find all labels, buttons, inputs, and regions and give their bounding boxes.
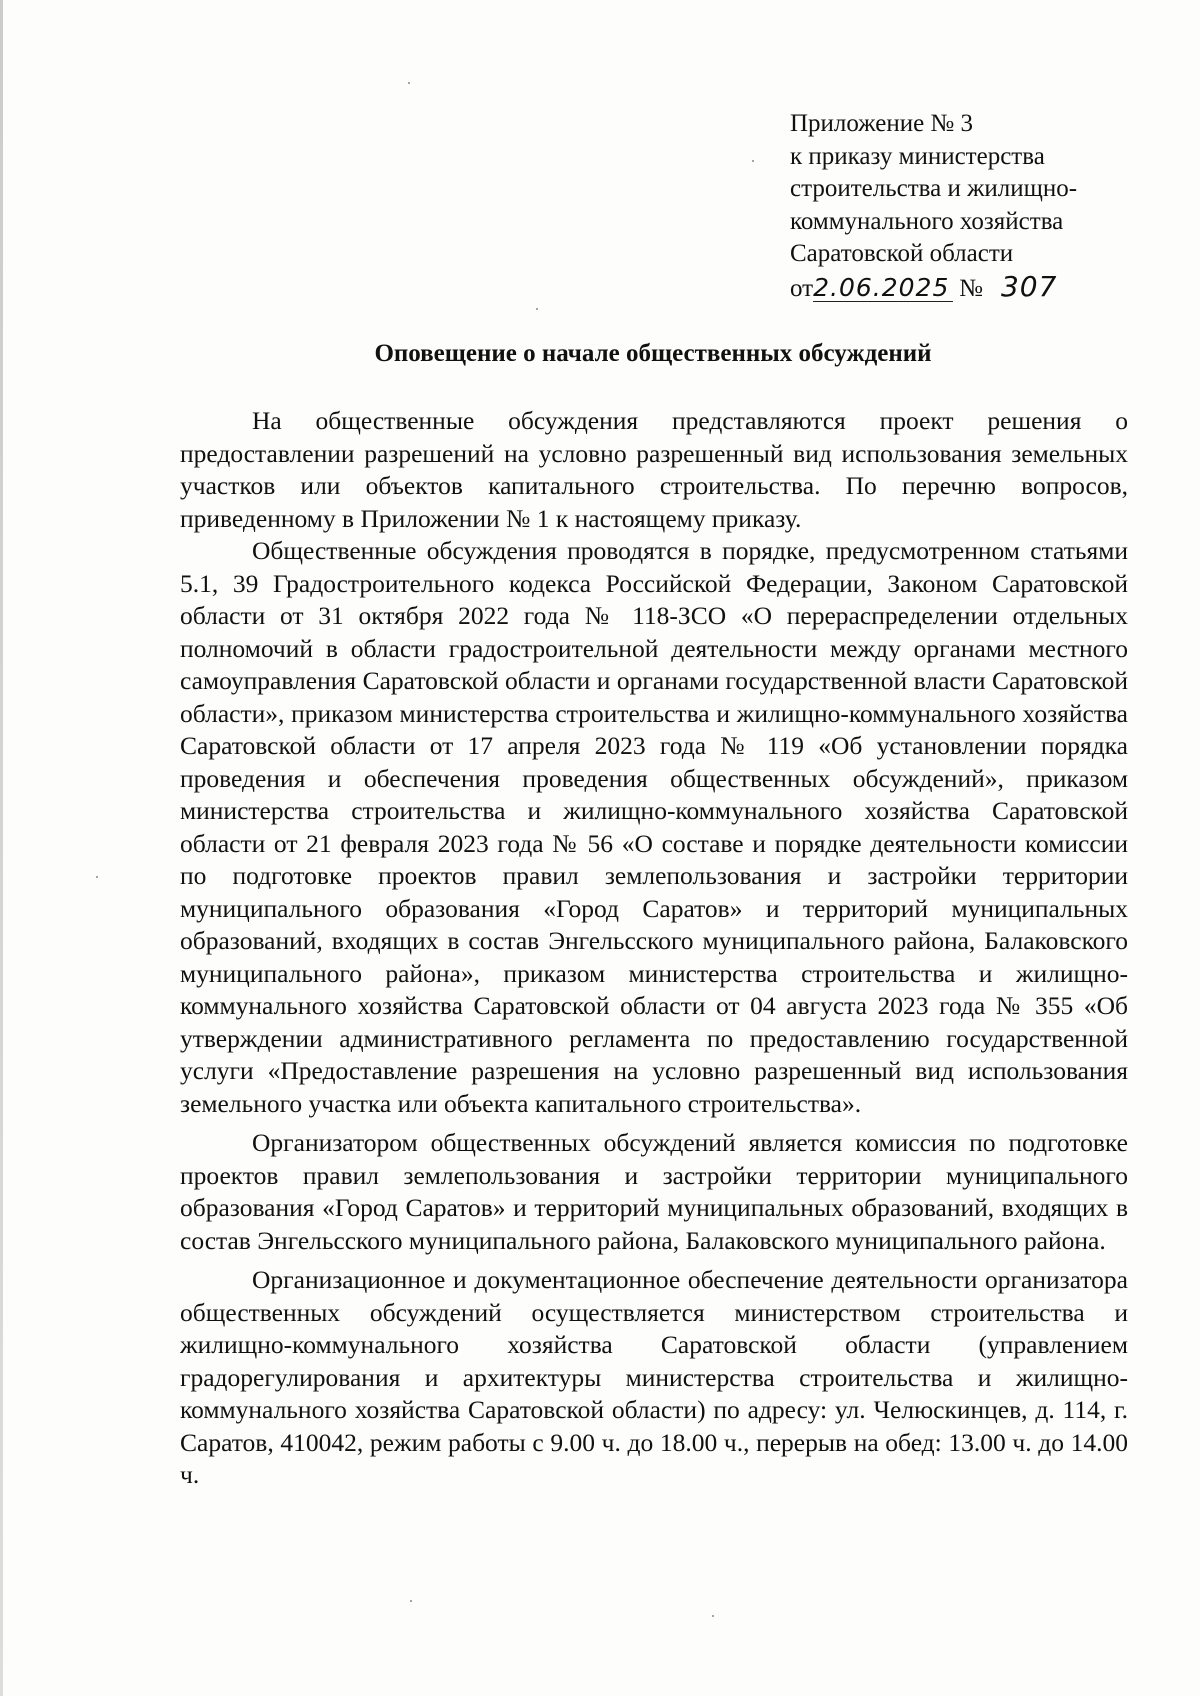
document-title: Оповещение о начале общественных обсуждений xyxy=(374,340,932,367)
annex-line: строительства и жилищно- xyxy=(790,175,1078,202)
number-label: № xyxy=(959,274,983,302)
annex-line: Саратовской области xyxy=(790,240,1014,267)
scan-speck xyxy=(408,82,410,84)
scan-edge xyxy=(0,0,3,1696)
document-body xyxy=(180,405,1128,1492)
scan-speck xyxy=(752,160,754,162)
paragraph: Общественные обсуждения проводятся в порядке, предусмотренном статьями 5.1, 39 Градостроительного кодекса Российской Федерации, Законом Саратовской области от 31 октября 2022 года № 118-ЗСО «О перераспределении отдельных полномочий в области градостроительной деятельности между органами местного самоуправления Саратовской области и органами государственной власти Саратовской области», приказом министерства строительства и жилищно-коммунального хозяйства Саратовской области от 17 апреля 2023 года № 119 «Об установлении порядка проведения и обеспечения проведения общественных обсуждений», приказом министерства строительства и жилищно-коммунального хозяйства Саратовской области от 21 февраля 2023 года № 56 «О составе и порядке деятельности комиссии по подготовке проектов правил землепользования и застройки территории муниципального образования «Город Саратов» и территорий муниципальных образований, входящих в состав Энгельсского муниципального района, Балаковского муниципального района», приказом министерства строительства и жилищно-коммунального хозяйства Саратовской области от 04 августа 2023 года № 355 «Об утверждении административного регламента по предоставлению государственной услуги «Предоставление разрешения на условно разрешенный вид использования земельного участка или объекта капитального строительства». xyxy=(180,536,1128,1118)
annex-line: Приложение № 3 xyxy=(790,110,974,137)
annex-line: коммунального хозяйства xyxy=(790,207,1064,235)
paragraph: Организатором общественных обсуждений является комиссия по подготовке проектов правил землепользования и застройки территории муниципального образования «Город Саратов» и территорий муниципальных образований, входящих в состав Энгельсского муниципального района, Балаковского муниципального района. xyxy=(180,1128,1128,1255)
paragraph: На общественные обсуждения представляются проект решения о предоставлении разрешений на условно разрешенный вид использования земельных участков или объектов капитального строительства. По перечню вопросов, приведенному в Приложении № 1 к настоящему приказу. xyxy=(180,406,1128,533)
handwritten-number: 307 xyxy=(1000,269,1058,303)
handwritten-date: 2.06.2025 xyxy=(813,275,953,302)
paragraph: Организационное и документационное обеспечение деятельности организатора общественных обсуждений осуществляется министерством строительства и жилищно-коммунального хозяйства Саратовской области (управлением градорегулирования и архитектуры министерства строительства и жилищно-коммунального хозяйства Саратовской области) по адресу: ул. Челюскинцев, д. 114, г. Саратов, 410042, режим работы с 9.00 ч. до 18.00 ч., перерыв на обед: 13.00 ч. до 14.00 ч. xyxy=(180,1265,1128,1489)
scan-speck xyxy=(712,1615,714,1617)
scan-speck xyxy=(536,308,538,310)
from-label: от xyxy=(790,274,814,302)
order-date-number xyxy=(790,271,1150,306)
scan-speck xyxy=(96,876,98,878)
annex-header xyxy=(790,108,1150,305)
annex-line: к приказу министерства xyxy=(790,142,1045,170)
scan-speck xyxy=(410,1600,412,1602)
